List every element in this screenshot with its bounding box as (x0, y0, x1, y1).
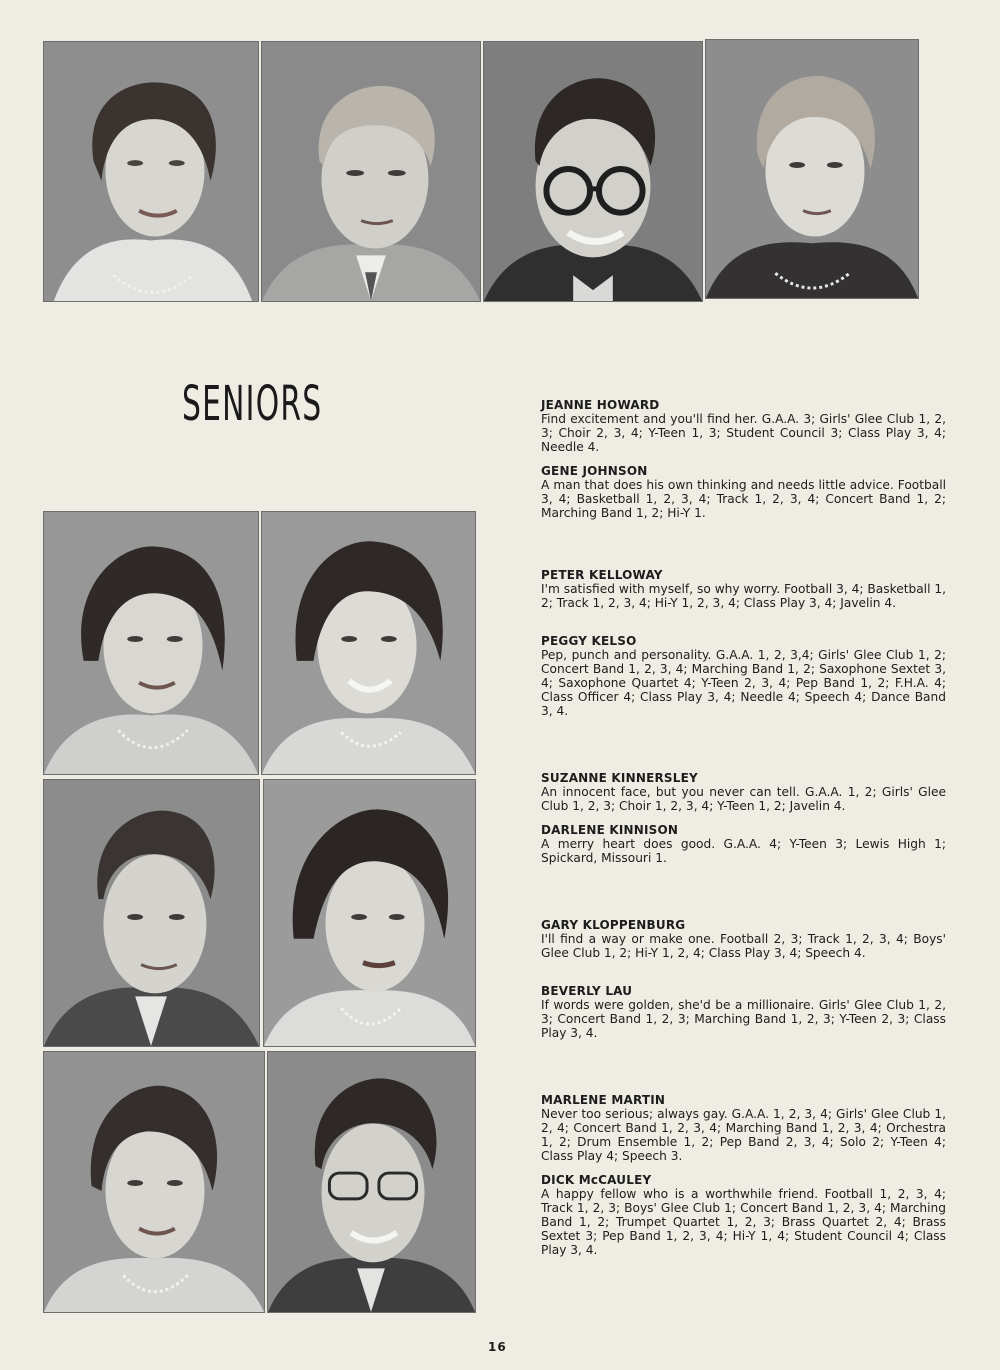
portrait-beverly-lau (263, 779, 476, 1047)
senior-name: PETER KELLOWAY (541, 568, 663, 582)
senior-bio: Find excitement and you'll find her. G.A.A. 3; Girls' Glee Club 1, 2, 3; Choir 2, 3, 4; Y-Teen 1, 3; Student Council 3; Class Play 3, 4; Needle 4. (541, 412, 946, 454)
portrait-peter-kelloway (483, 41, 703, 302)
senior-bio: Pep, punch and personality. G.A.A. 1, 2, 3,4; Girls' Glee Club 1, 2; Concert Band 1, 2, 3, 4; Marching Band 1, 2; Saxophone Sextet 3, 4; Saxophone Quartet 4; Y-Teen 2, 3, 4; Pep Band 1, 2; F.H.A. 4; Class Officer 4; Class Play 3, 4; Needle 4; Speech 4; Dance Band 3, 4. (541, 648, 946, 718)
portrait-gary-kloppenburg (43, 779, 260, 1047)
senior-entry (541, 984, 946, 1040)
senior-name: GENE JOHNSON (541, 464, 648, 478)
senior-entry (541, 771, 946, 813)
page-number: 16 (488, 1340, 507, 1354)
portrait-peggy-kelso (705, 39, 919, 299)
senior-name: JEANNE HOWARD (541, 398, 660, 412)
senior-name: DARLENE KINNISON (541, 823, 679, 837)
senior-entry (541, 823, 946, 865)
senior-bio: A merry heart does good. G.A.A. 4; Y-Teen 3; Lewis High 1; Spickard, Missouri 1. (541, 837, 946, 865)
senior-bio: A happy fellow who is a worthwhile friend. Football 1, 2, 3, 4; Track 1, 2, 3; Boys' Glee Club 1; Concert Band 1, 2, 3, 4; Marching Band 1, 2; Trumpet Quartet 1, 2, 3; Brass Quartet 2, 4; Brass Sextet 3; Pep Band 1, 2, 3, 4; Hi-Y 1, 4; Student Council 4; Class Play 3, 4. (541, 1187, 946, 1257)
senior-bio: An innocent face, but you never can tell. G.A.A. 1, 2; Girls' Glee Club 1, 2, 3; Choir 1, 2, 3, 4; Y-Teen 1, 2; Javelin 4. (541, 785, 946, 813)
senior-name: MARLENE MARTIN (541, 1093, 666, 1107)
senior-bio: A man that does his own thinking and needs little advice. Football 3, 4; Basketball 1, 2, 3, 4; Track 1, 2, 3, 4; Concert Band 1, 2; Marching Band 1, 2; Hi-Y 1. (541, 478, 946, 520)
senior-entry (541, 464, 946, 520)
senior-name: GARY KLOPPENBURG (541, 918, 686, 932)
senior-bio: If words were golden, she'd be a millionaire. Girls' Glee Club 1, 2, 3; Concert Band 1, 2, 3; Marching Band 1, 2, 3; Y-Teen 2, 3; Class Play 3, 4. (541, 998, 946, 1040)
section-heading: SENIORS (182, 376, 323, 432)
senior-bio: Never too serious; always gay. G.A.A. 1, 2, 3, 4; Girls' Glee Club 1, 2, 4; Concert Band 1, 2, 3, 4; Marching Band 1, 2, 3, 4; Orchestra 1, 2; Drum Ensemble 1, 2; Pep Band 2, 3, 4; Solo 2; Y-Teen 4; Class Play 4; Speech 3. (541, 1107, 946, 1163)
senior-name: SUZANNE KINNERSLEY (541, 771, 698, 785)
senior-bio: I'll find a way or make one. Football 2, 3; Track 1, 2, 3, 4; Boys' Glee Club 1, 2; Hi-Y 1, 2, 4; Class Play 3, 4; Speech 4. (541, 932, 946, 960)
senior-name: BEVERLY LAU (541, 984, 633, 998)
portrait-gene-johnson (261, 41, 481, 302)
senior-entry (541, 1173, 946, 1257)
senior-entry (541, 918, 946, 960)
portrait-darlene-kinnison (261, 511, 476, 775)
senior-bio: I'm satisfied with myself, so why worry. Football 3, 4; Basketball 1, 2; Track 1, 2, 3, 4; Hi-Y 1, 2, 3, 4; Class Play 3, 4; Javelin 4. (541, 582, 946, 610)
portrait-marlene-martin (43, 1051, 265, 1313)
senior-name: DICK McCAULEY (541, 1173, 652, 1187)
portrait-suzanne-kinnersley (43, 511, 259, 775)
senior-name: PEGGY KELSO (541, 634, 637, 648)
senior-entry (541, 634, 946, 718)
senior-entry (541, 568, 946, 610)
senior-entry (541, 398, 946, 454)
senior-entry (541, 1093, 946, 1163)
portrait-jeanne-howard (43, 41, 259, 302)
portrait-dick-mccauley (267, 1051, 476, 1313)
